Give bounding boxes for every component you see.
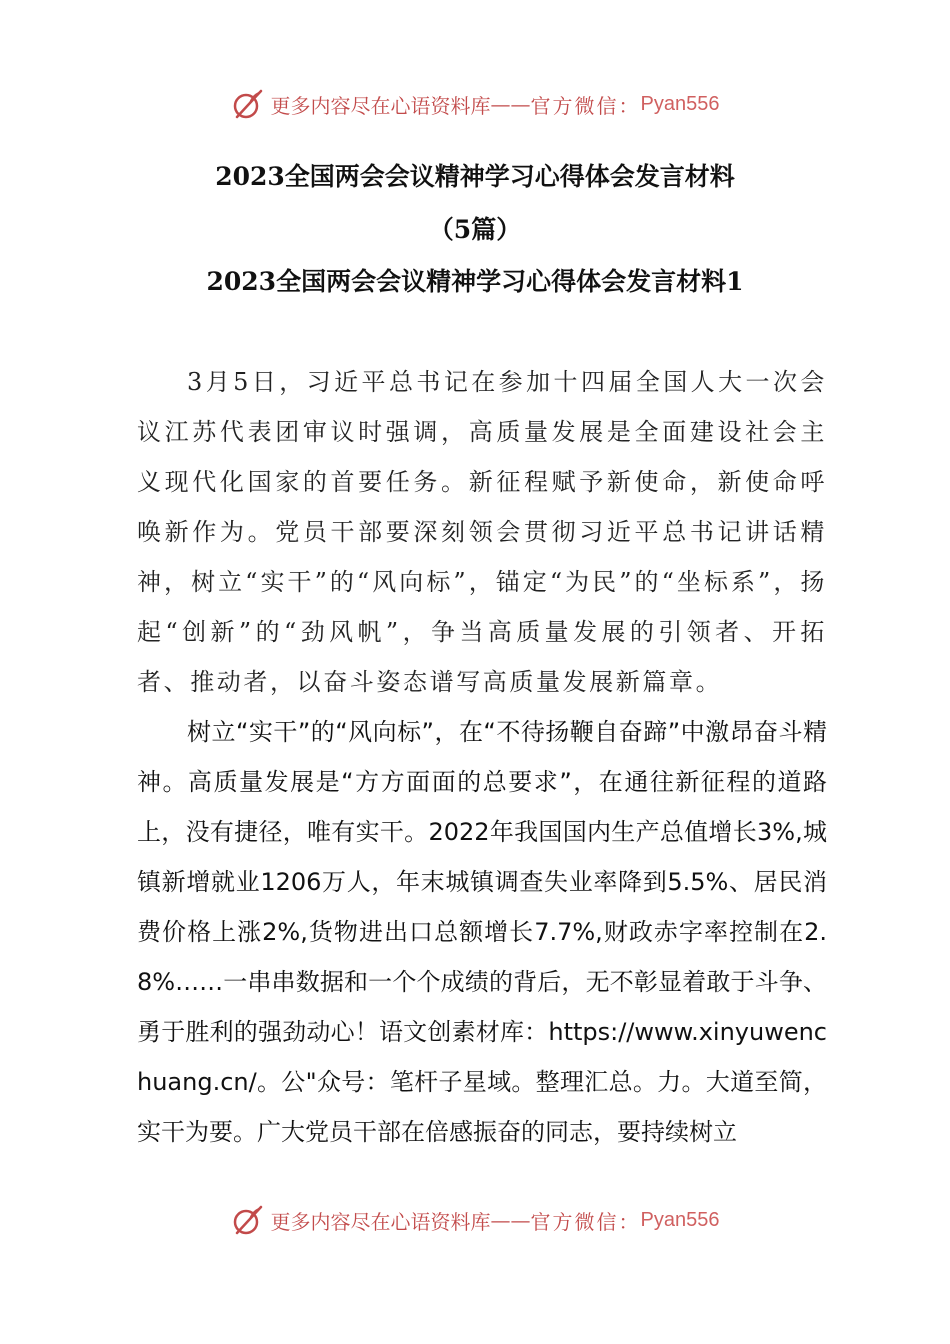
banner-site-text: 更多内容尽在心语资料库 [270,93,491,118]
banner-wechat-id: Pyan556 [640,1208,720,1231]
body-paragraph-2: 树立“实干”的“风向标”，在“不待扬鞭自奋蹄”中激昂奋斗精神。高质量发展是“方方面面的总要求”，在通往新征程的道路上，没有捷径，唯有实干。2022年我国国内生产总值增长3%,城镇新增就业1206万人，年末城镇调查失业率降到5.5%、居民消费价格上涨2%,货物进出口总额增长7.7%,财政赤字率控制在2.8%……一串串数据和一个个成绩的背后，无不彰显着敢于斗争、勇于胜利的强劲动心！语文创素材库：https://www.xinyuwenchuang.cn/。公"众号：笔杆子星域。整理汇总。力。大道至简，实干为要。广大党员干部在倍感振奋的同志，要持续树立 [137,718,827,1146]
banner-wechat-label: 官方微信： [530,93,641,118]
header-banner [0,84,950,124]
footer-banner [0,1200,950,1240]
banner-wechat-label: 官方微信： [530,1209,641,1234]
banner-separator: —— [490,1208,531,1232]
body-paragraph-1: 3月5日，习近平总书记在参加十四届全国人大一次会议江苏代表团审议时强调，高质量发展是全面建设社会主义现代化国家的首要任务。新征程赋予新使命，新使命呼唤新作为。党员干部要深刻领会贯彻习近平总书记讲话精神，树立“实干”的“风向标”，锚定“为民”的“坐标系”，扬起“创新”的“劲风帆”，争当高质量发展的引领者、开拓者、推动者，以奋斗姿态谱写高质量发展新篇章。 [137,368,827,696]
quill-logo-icon [231,1203,265,1237]
section-title: 2023全国两会会议精神学习心得体会发言材料1 [206,267,744,296]
banner-site-text: 更多内容尽在心语资料库 [270,1209,491,1234]
document-title: 2023全国两会会议精神学习心得体会发言材料 [215,162,735,191]
banner-wechat-id: Pyan556 [640,92,720,115]
quill-logo-icon [231,87,265,121]
banner-separator: —— [490,92,531,116]
document-subtitle: （5篇） [428,215,522,244]
